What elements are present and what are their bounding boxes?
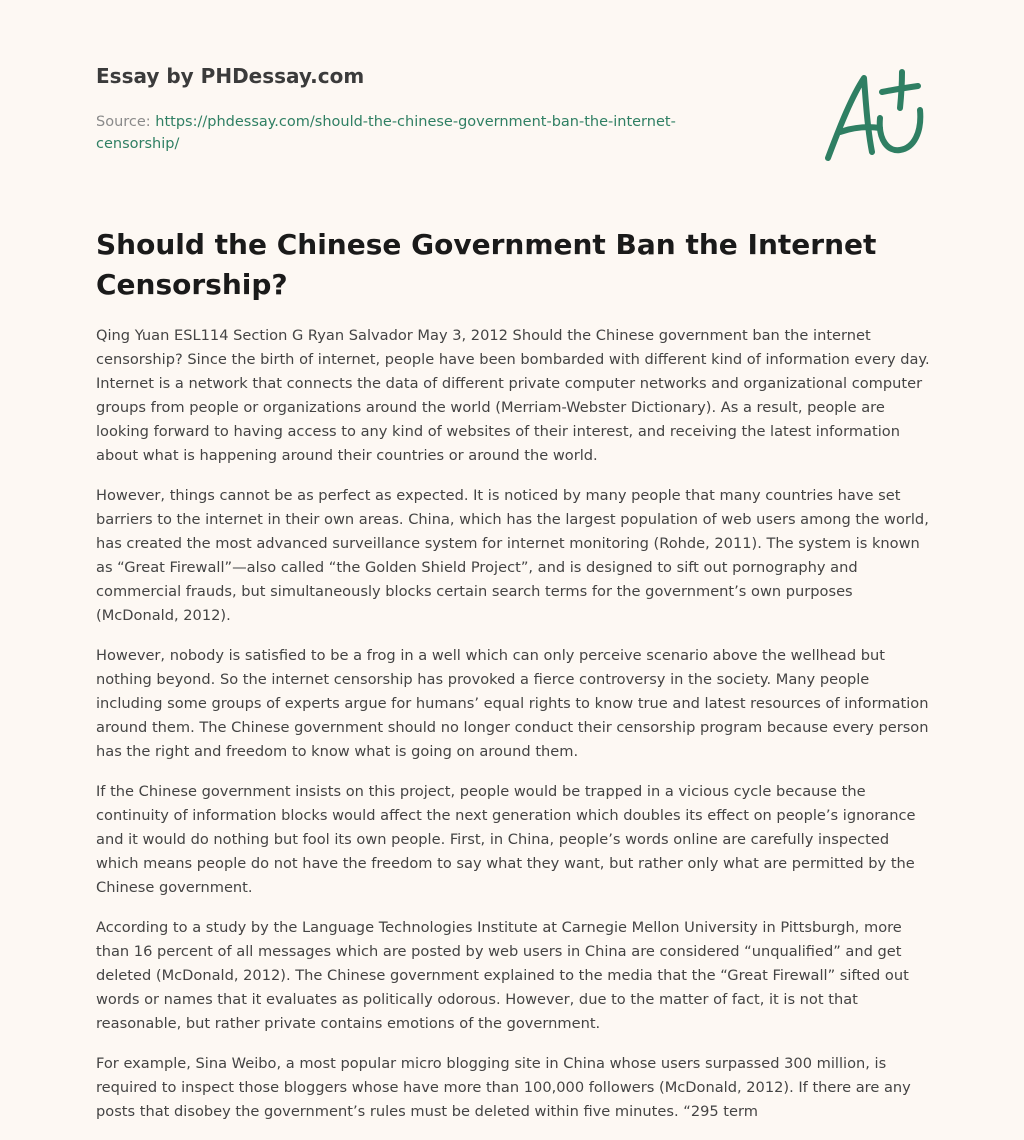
source-line <box>96 111 736 155</box>
source-link[interactable]: https://phdessay.com/should-the-chinese-government-ban-the-internet-censorship/ <box>96 114 676 152</box>
essay-paragraph: However, things cannot be as perfect as expected. It is noticed by many people that many countries have set barriers to the internet in their own areas. China, which has the largest population of web users among the world, has created the most advanced surveillance system for internet monitoring (Rohde, 2011). The system is known as “Great Firewall”—also called “the Golden Shield Project”, and is designed to sift out pornography and commercial frauds, but simultaneously blocks certain search terms for the government’s own purposes (McDonald, 2012). <box>96 487 929 624</box>
essay-paragraph: According to a study by the Language Technologies Institute at Carnegie Mellon University in Pittsburgh, more than 16 percent of all messages which are posted by web users in China are considered “unqualified” and get deleted (McDonald, 2012). The Chinese government explained to the media that the “Great Firewall” sifted out words or names that it evaluates as politically odorous. However, due to the matter of fact, it is not that reasonable, but rather private contains emotions of the government. <box>96 919 909 1032</box>
essay-paragraph: If the Chinese government insists on this project, people would be trapped in a vicious cycle because the continuity of information blocks would affect the next generation which doubles its effect on people’s ignorance and it would do nothing but fool its own people. First, in China, people’s words online are carefully inspected which means people do not have the freedom to say what they want, but rather only what are permitted by the Chinese government. <box>96 783 916 896</box>
source-label: Source: <box>96 114 156 130</box>
essay-title: Should the Chinese Government Ban the Internet Censorship? <box>96 228 877 301</box>
site-brand: Essay by PHDessay.com <box>96 64 365 88</box>
essay-body <box>96 324 932 1140</box>
a-plus-logo-icon <box>818 66 930 166</box>
essay-paragraph: For example, Sina Weibo, a most popular micro blogging site in China whose users surpassed 300 million, is required to inspect those bloggers whose have more than 100,000 followers (McDonald, 2012). If there are any posts that disobey the government’s rules must be deleted within five minutes. “295 term <box>96 1055 911 1120</box>
essay-paragraph: Qing Yuan ESL114 Section G Ryan Salvador May 3, 2012 Should the Chinese government ban the internet censorship? Since the birth of internet, people have been bombarded with different kind of information every day. Internet is a network that connects the data of different private computer networks and organizational computer groups from people or organizations around the world (Merriam-Webster Dictionary). As a result, people are looking forward to having access to any kind of websites of their interest, and receiving the latest information about what is happening around their countries or around the world. <box>96 327 930 464</box>
essay-paragraph: However, nobody is satisfied to be a frog in a well which can only perceive scenario above the wellhead but nothing beyond. So the internet censorship has provoked a fierce controversy in the society. Many people including some groups of experts argue for humans’ equal rights to know true and latest resources of information around them. The Chinese government should no longer conduct their censorship program because every person has the right and freedom to know what is going on around them. <box>96 647 929 760</box>
